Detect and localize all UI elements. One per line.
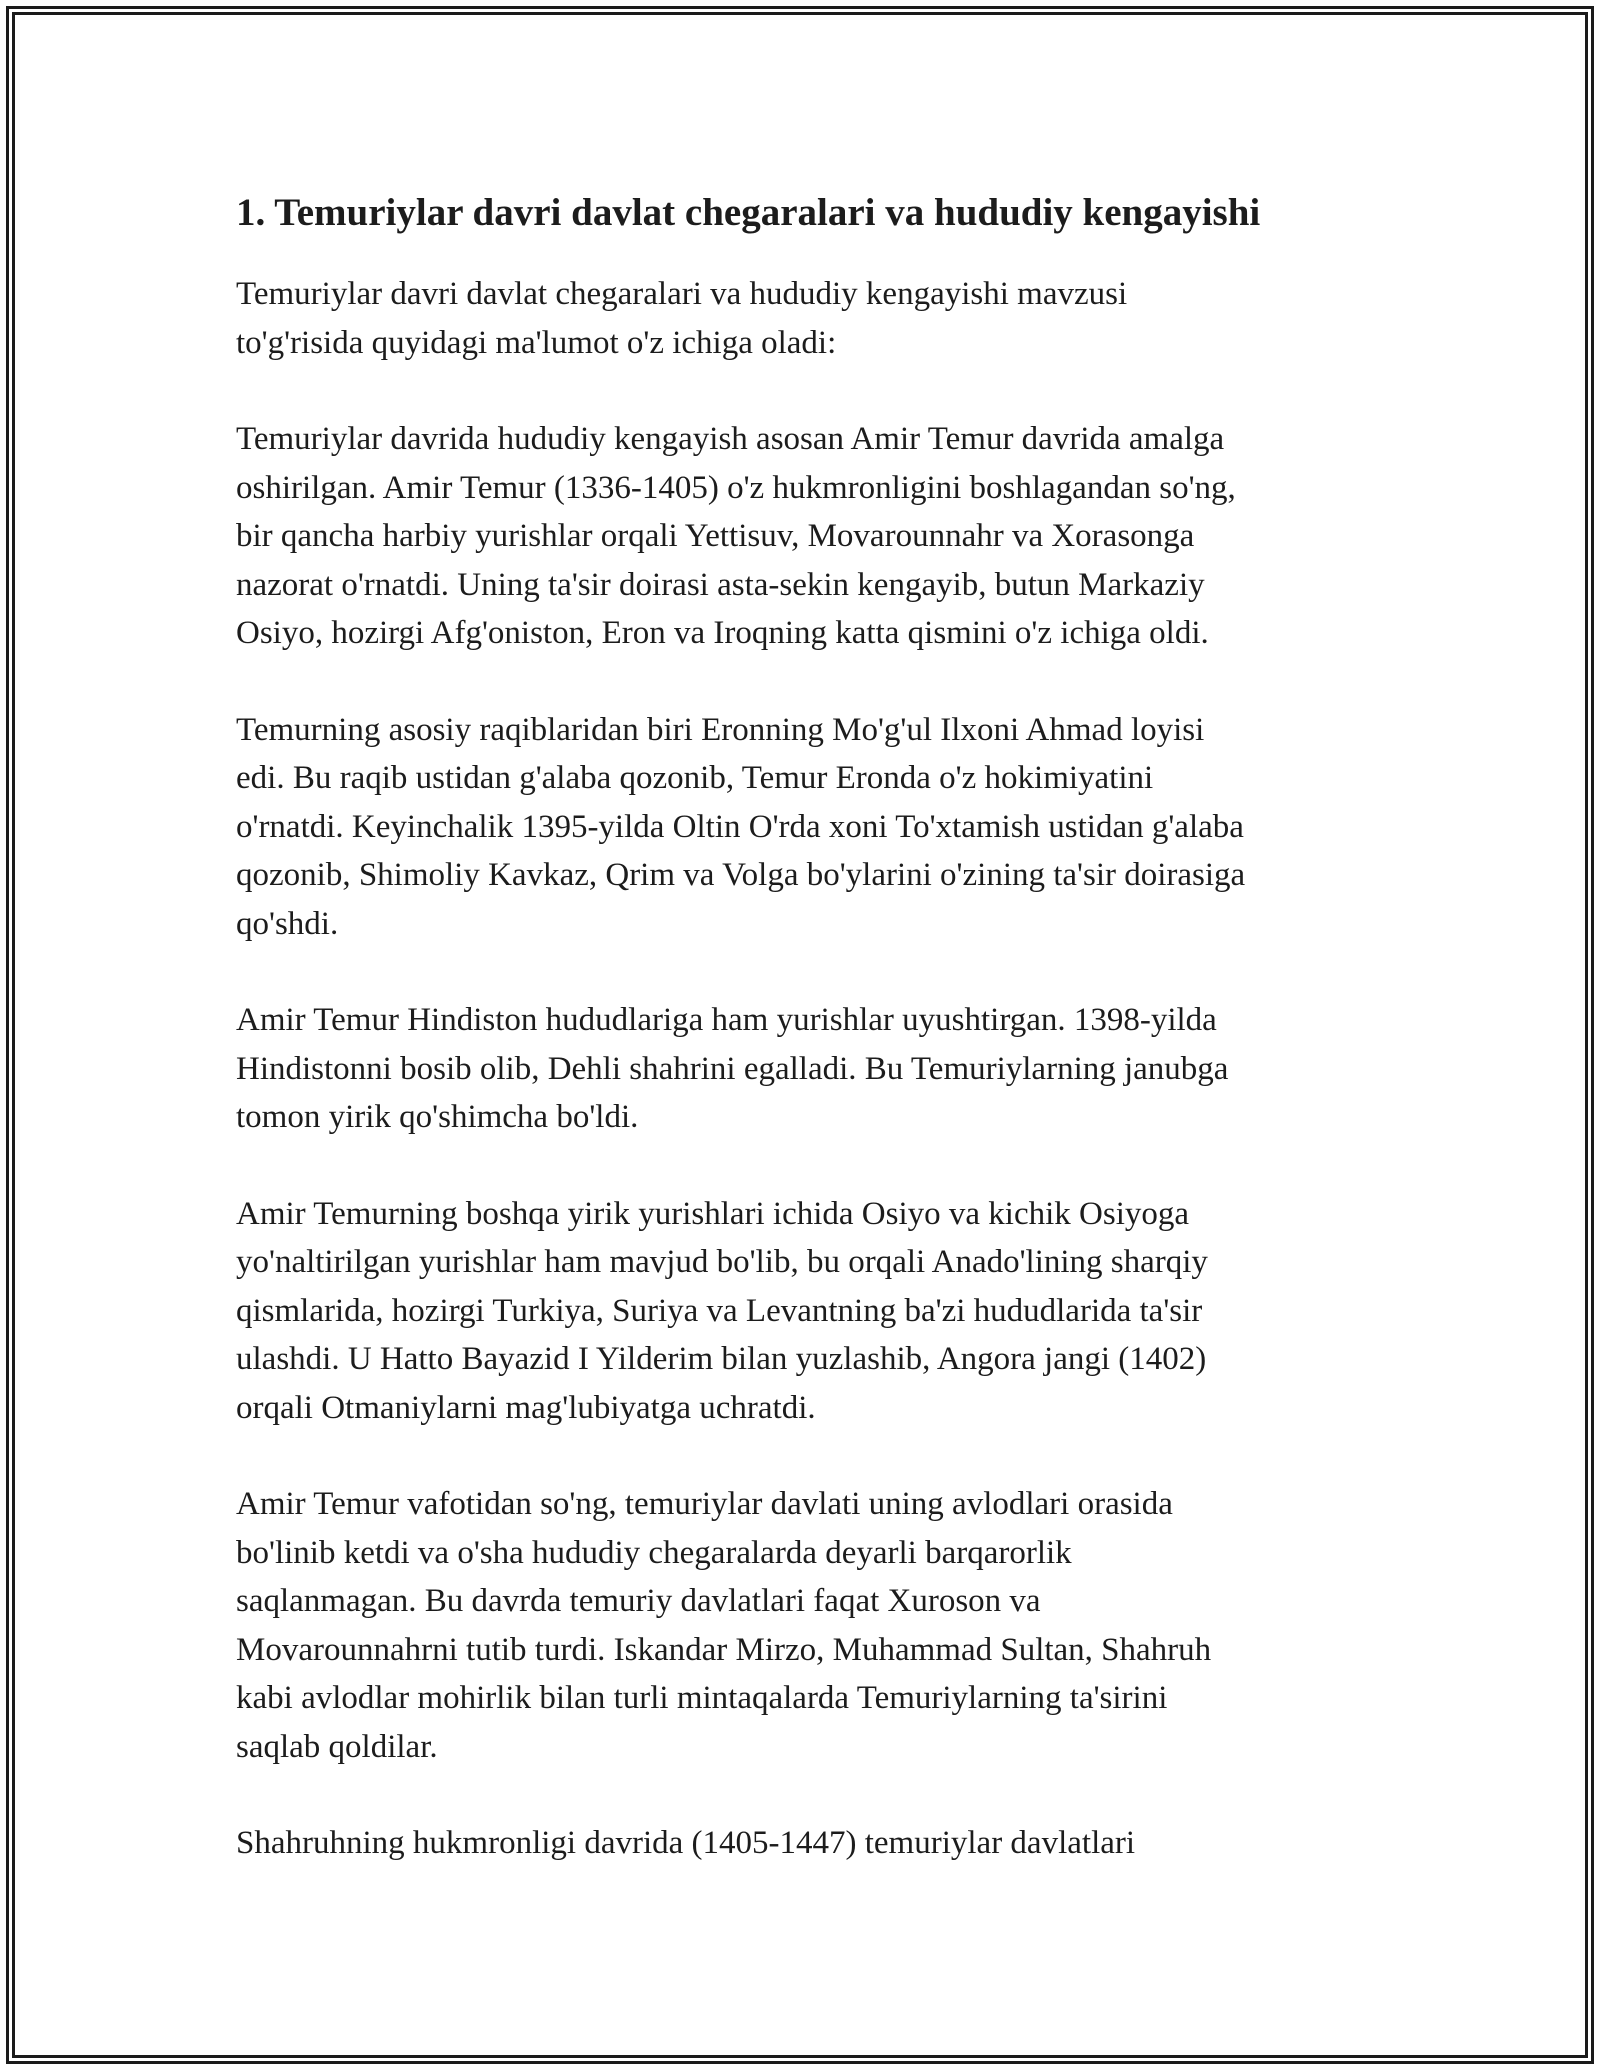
text-line: Amir Temur Hindiston hududlariga ham yurishlar uyushtirgan. 1398-yilda [236,1002,1217,1038]
text-line: Amir Temurning boshqa yirik yurishlari ichida Osiyo va kichik Osiyoga [236,1195,1190,1232]
text-line: qismlarida, hozirgi Turkiya, Suriya va Levantning ba'zi hududlarida ta'sir [236,1292,1203,1329]
text-line: bir qancha harbiy yurishlar orqali Yettisuv, Movarounnahr va Xorasonga [236,518,1195,554]
text-line: bo'linib ketdi va o'sha hududiy chegaralarda deyarli barqarorlik [236,1534,1072,1571]
document-body [236,188,1366,1916]
paragraph-rivals [236,706,1366,949]
text-line: kabi avlodlar mohirlik bilan turli mintaqalarda Temuriylarning ta'sirini [236,1680,1168,1716]
paragraph-successors [236,1480,1366,1771]
text-line: yo'naltirilgan yurishlar ham mavjud bo'lib, bu orqali Anado'lining sharqiy [236,1244,1208,1280]
text-line: o'rnatdi. Keyinchalik 1395-yilda Oltin O'rda xoni To'xtamish ustidan g'alaba [236,808,1244,845]
paragraph-expansion [236,415,1366,658]
text-line: Temuriylar davrida hududiy kengayish asosan Amir Temur davrida amalga [236,421,1225,457]
text-line: Hindistonni bosib olib, Dehli shahrini egalladi. Bu Temuriylarning janubga [236,1050,1229,1087]
paragraph-anatolia [236,1190,1366,1433]
text-line: to'g'risida quyidagi ma'lumot o'z ichiga oladi: [236,324,837,361]
text-line: saqlab qoldilar. [236,1728,438,1765]
text-line: Movarounnahrni tutib turdi. Iskandar Mirzo, Muhammad Sultan, Shahruh [236,1631,1212,1668]
document-title: 1. Temuriylar davri davlat chegaralari va hududiy kengayishi [236,191,1261,234]
paragraph-shahrukh [236,1819,1366,1868]
paragraph-india [236,996,1366,1142]
text-line: Amir Temur vafotidan so'ng, temuriylar davlati uning avlodlari orasida [236,1486,1173,1522]
text-line: Temuriylar davri davlat chegaralari va hududiy kengayishi mavzusi [236,276,1128,312]
text-line: orqali Otmaniylarni mag'lubiyatga uchratdi. [236,1389,816,1426]
text-line: edi. Bu raqib ustidan g'alaba qozonib, Temur Eronda o'z hokimiyatini [236,760,1154,796]
text-line: ulashdi. U Hatto Bayazid I Yilderim bilan yuzlashib, Angora jangi (1402) [236,1341,1207,1377]
text-line: nazorat o'rnatdi. Uning ta'sir doirasi asta-sekin kengayib, butun Markaziy [236,566,1205,603]
text-line: oshirilgan. Amir Temur (1336-1405) o'z hukmronligini boshlagandan so'ng, [236,469,1236,506]
text-line: saqlanmagan. Bu davrda temuriy davlatlari faqat Xuroson va [236,1583,1041,1619]
text-line: Osiyo, hozirgi Afg'oniston, Eron va Iroqning katta qismini o'z ichiga oldi. [236,615,1209,651]
text-line: qo'shdi. [236,905,339,942]
text-line: qozonib, Shimoliy Kavkaz, Qrim va Volga bo'ylarini o'zining ta'sir doirasiga [236,857,1246,893]
text-line: Temurning asosiy raqiblaridan biri Eronning Mo'g'ul Ilxoni Ahmad loyisi [236,711,1205,748]
paragraph-intro [236,270,1366,367]
text-line: tomon yirik qo'shimcha bo'ldi. [236,1099,639,1135]
text-line: Shahruhning hukmronligi davrida (1405-1447) temuriylar davlatlari [236,1825,1136,1861]
